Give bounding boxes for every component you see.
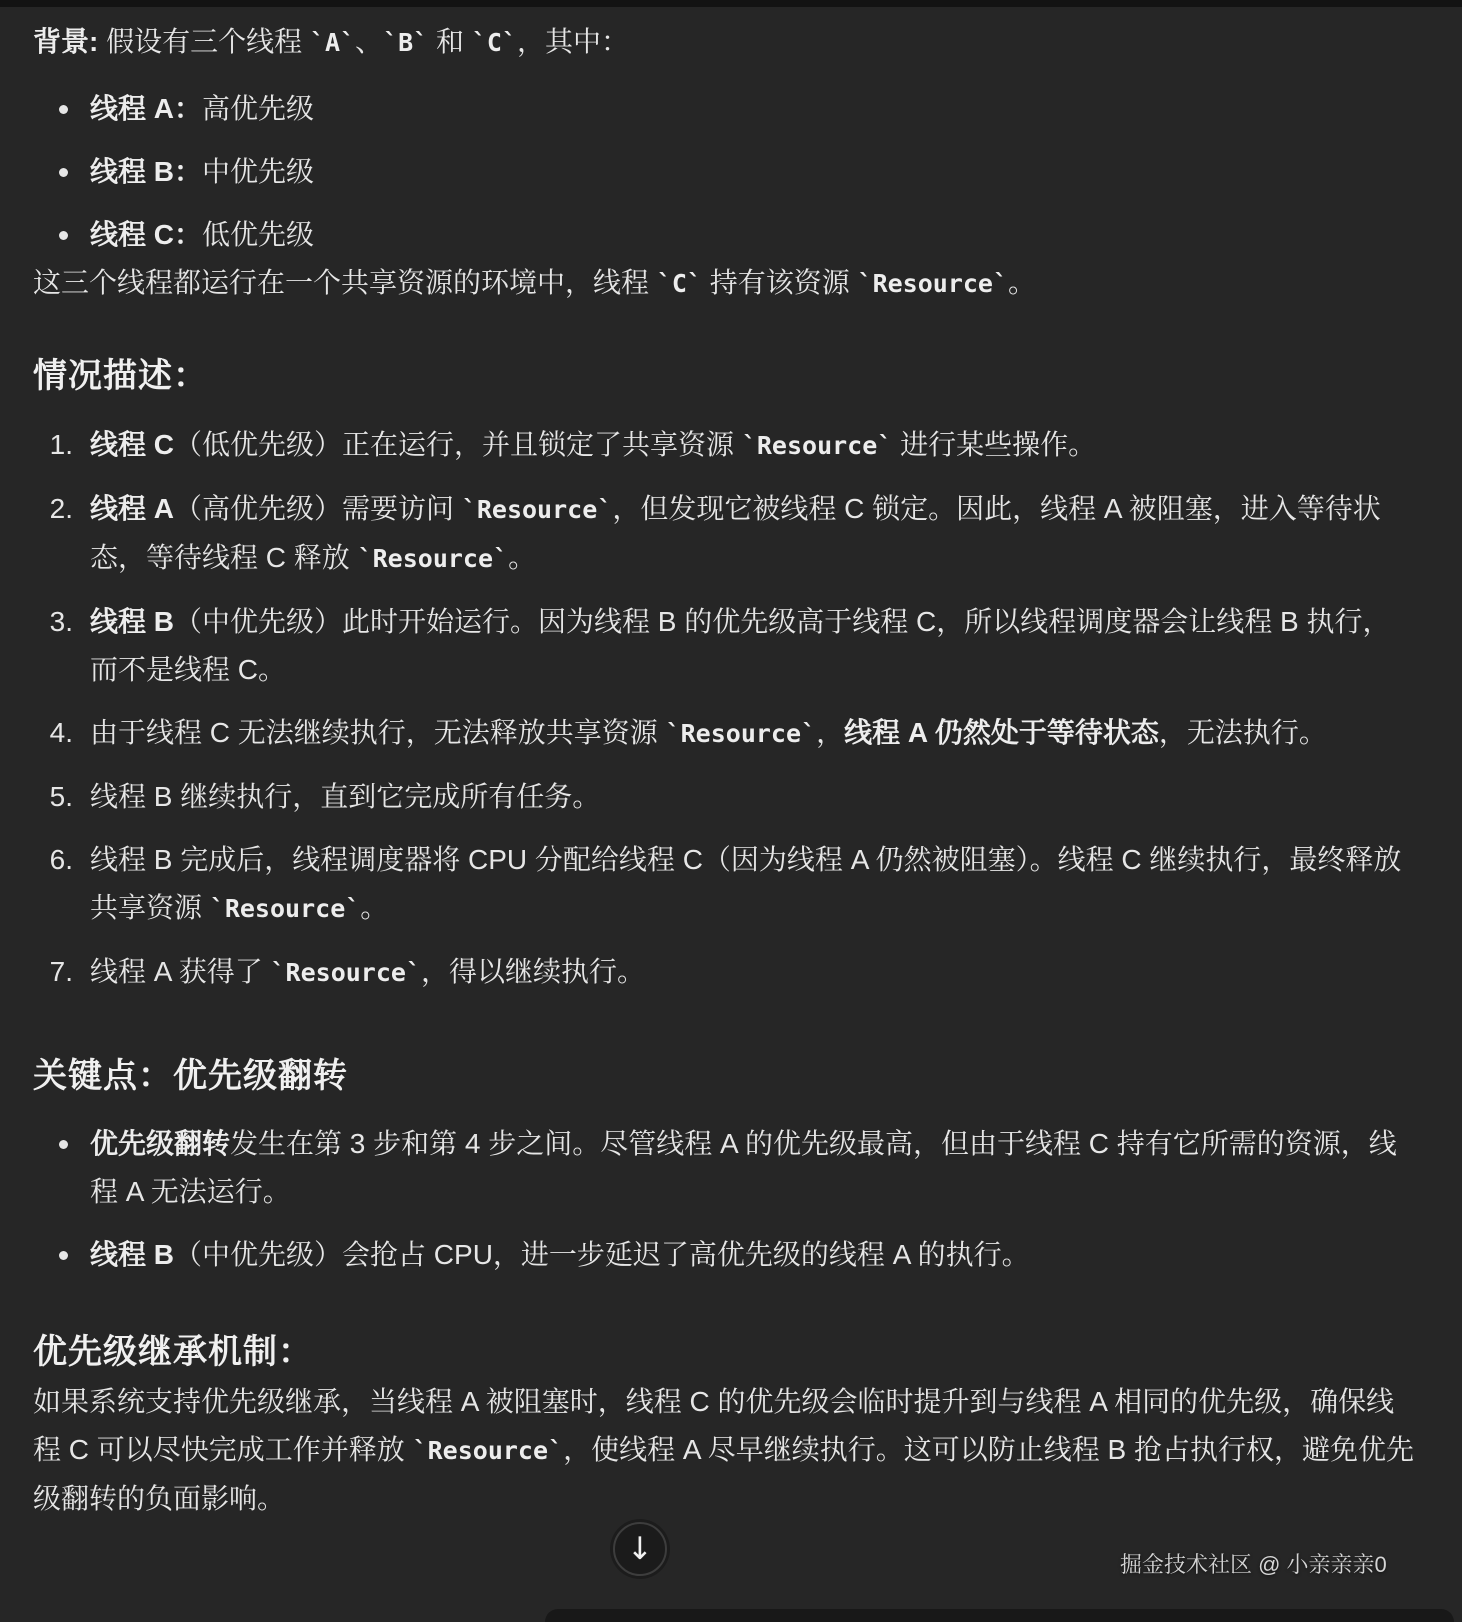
list-item-text: [90, 1239, 1030, 1270]
list-item: [33, 85, 1414, 133]
text-run: 线程 B 完成后，线程调度器将 CPU 分配给线程 C（因为线程 A 仍然被阻塞）。线程 C 继续执行，最终释放共享资源: [90, 844, 1402, 923]
text-run: 、: [355, 26, 384, 57]
list-item-text: [90, 956, 645, 987]
text-run: （高优先级）需要访问: [174, 493, 462, 524]
text-run: 。: [508, 542, 537, 573]
top-edge-bar: [0, 0, 1462, 7]
text-run: 线程 B 继续执行，直到它完成所有任务。: [90, 781, 601, 812]
section-heading-key-points: 关键点：优先级翻转: [33, 1057, 348, 1095]
text-run: ，: [816, 717, 845, 748]
text-run: ，得以继续执行。: [421, 956, 646, 987]
text-run: （中优先级）会抢占 CPU，进一步延迟了高优先级的线程 A 的执行。: [174, 1239, 1030, 1270]
bullet-icon: [59, 105, 68, 114]
text-run: 如果系统支持优先级继承，当线程 A 被阻塞时，线程 C 的优先级会临时提升到与线程 A 相同的优先级，确保线程 C 可以尽快完成工作并释放: [33, 1386, 1395, 1465]
list-item-text: [90, 606, 1391, 685]
inline-code: `Resource`: [741, 431, 893, 460]
inheritance-paragraph: [33, 1378, 1414, 1523]
numbered-list-item: [33, 709, 1414, 758]
numbered-list-item: [33, 836, 1414, 933]
text-run: ，使线程 A 尽早继续执行。这可以防止线程 B 抢占执行权，避免优先级翻转的负面影响。: [33, 1434, 1415, 1514]
text-run: ，其中：: [516, 26, 629, 57]
inline-code: `C`: [656, 269, 702, 298]
list-item-text: [90, 93, 314, 124]
list-item-text: [90, 781, 600, 812]
text-run: ，无法执行。: [1158, 717, 1327, 748]
list-item-text: [90, 219, 314, 250]
intro-paragraph: [33, 18, 1414, 67]
bullet-icon: [59, 1140, 68, 1149]
text-run: 这三个线程都运行在一个共享资源的环境中，线程: [33, 267, 657, 298]
bold-text-run: 线程 B: [90, 606, 175, 637]
list-item-text: [90, 156, 314, 187]
text-run: 由于线程 C 无法继续执行，无法释放共享资源: [90, 717, 666, 748]
list-number: 3.: [49, 606, 73, 637]
text-run: 低优先级: [202, 219, 315, 250]
text-run: 线程 A 获得了: [90, 956, 271, 987]
shared-resource-note: [33, 259, 1414, 308]
inline-code: `Resource`: [665, 719, 817, 748]
list-number: 5.: [49, 781, 73, 812]
bold-text-run: 背景:: [33, 26, 99, 57]
inline-code: `C`: [471, 28, 517, 57]
scroll-to-bottom-button[interactable]: [613, 1522, 667, 1576]
bold-text-run: 线程 B：: [90, 156, 203, 187]
text-run: 高优先级: [202, 93, 315, 124]
text-run: 。: [1008, 267, 1037, 298]
numbered-list-item: [33, 773, 1414, 821]
bullet-icon: [59, 1251, 68, 1260]
list-item-text: [90, 429, 1096, 460]
watermark: 掘金技术社区 @ 小亲亲亲0: [1120, 1552, 1387, 1577]
text-run: 发生在第 3 步和第 4 步之间。尽管线程 A 的优先级最高，但由于线程 C 持有它所需的资源，线程 A 无法运行。: [90, 1128, 1397, 1207]
bold-text-run: 线程 C：: [90, 219, 203, 250]
bold-text-run: 线程 A：: [90, 93, 203, 124]
numbered-list-item: [33, 948, 1414, 997]
bold-text-run: 优先级翻转: [90, 1128, 231, 1159]
bullet-icon: [59, 168, 68, 177]
numbered-list-item: [33, 485, 1414, 583]
inline-code: `Resource`: [857, 269, 1009, 298]
list-item: [33, 1120, 1414, 1216]
bold-text-run: 线程 A 仍然处于等待状态: [844, 717, 1159, 748]
list-item: [33, 1231, 1414, 1279]
list-item-text: [90, 717, 1327, 748]
inline-code: `Resource`: [357, 544, 509, 573]
situation-steps-list: [33, 421, 1414, 997]
thread-priority-list: [33, 85, 1414, 259]
section-heading-priority-inheritance: 优先级继承机制：: [33, 1333, 313, 1371]
list-number: 2.: [49, 493, 73, 524]
numbered-list-item: [33, 598, 1414, 694]
list-item-text: [90, 844, 1401, 923]
inline-code: `Resource`: [461, 495, 613, 524]
section-heading-situation: 情况描述：: [33, 357, 208, 395]
list-item-text: [90, 493, 1381, 573]
list-item: [33, 211, 1414, 259]
arrow-down-icon: ↓: [627, 1530, 653, 1567]
bold-text-run: 线程 C: [90, 429, 175, 460]
list-number: 7.: [49, 956, 73, 987]
text-run: 假设有三个线程: [98, 26, 310, 57]
bullet-icon: [59, 231, 68, 240]
key-points-list: [33, 1120, 1414, 1279]
list-number: 1.: [49, 429, 73, 460]
bold-text-run: 线程 A: [90, 493, 175, 524]
text-run: （低优先级）正在运行，并且锁定了共享资源: [174, 429, 742, 460]
inline-code: `B`: [383, 28, 429, 57]
inline-code: `Resource`: [209, 894, 361, 923]
text-run: 和: [428, 26, 472, 57]
inline-code: `Resource`: [412, 1436, 564, 1465]
text-run: 进行某些操作。: [892, 429, 1097, 460]
list-number: 6.: [49, 844, 73, 875]
text-run: ，但发现它被线程 C 锁定。因此，线程 A 被阻塞，进入等待状态，等待线程 C 释放: [90, 493, 1381, 573]
text-run: 。: [360, 892, 389, 923]
list-item: [33, 148, 1414, 196]
bottom-panel-edge: [545, 1609, 1454, 1622]
numbered-list-item: [33, 421, 1414, 470]
list-number: 4.: [49, 717, 73, 748]
text-run: 中优先级: [202, 156, 315, 187]
text-run: 持有该资源: [701, 267, 858, 298]
inline-code: `Resource`: [270, 958, 421, 987]
list-item-text: [90, 1128, 1397, 1207]
inline-code: `A`: [309, 28, 356, 57]
article-content: [0, 7, 1462, 1523]
bold-text-run: 线程 B: [90, 1239, 175, 1270]
text-run: （中优先级）此时开始运行。因为线程 B 的优先级高于线程 C，所以线程调度器会让线程 B 执行，而不是线程 C。: [90, 606, 1391, 685]
